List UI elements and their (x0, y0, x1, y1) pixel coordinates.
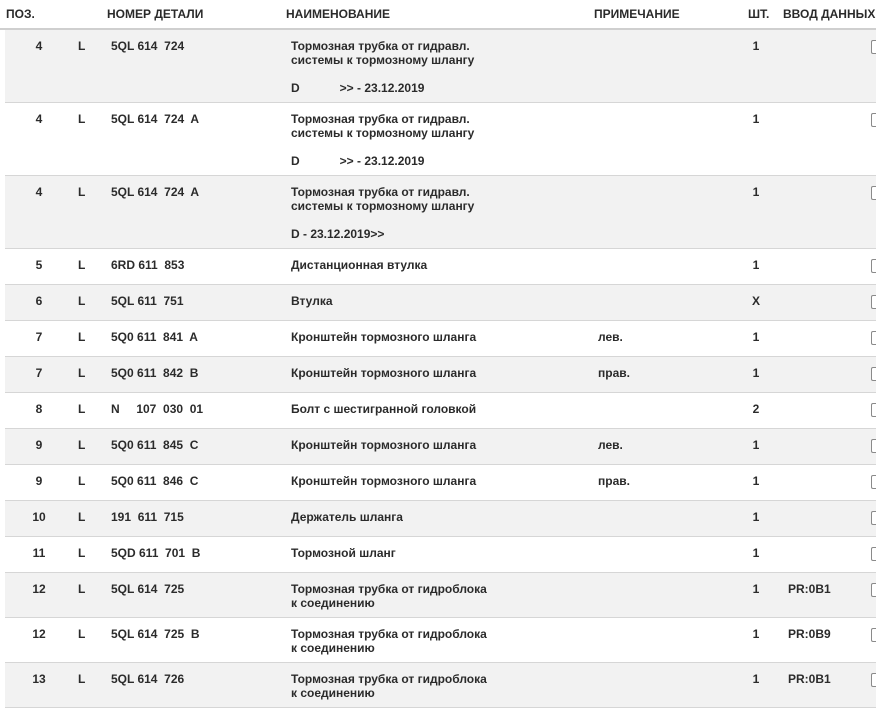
position-cell: 11 (32, 546, 46, 560)
name-line: Держатель шланга (291, 510, 403, 524)
part-number-cell: 5QL 614 724 (111, 39, 185, 53)
side-cell: L (78, 366, 86, 380)
table-row[interactable] (5, 393, 876, 429)
table-header (0, 0, 876, 30)
name-line: Тормозная трубка от гидравл. (291, 39, 470, 53)
table-row[interactable] (5, 103, 876, 176)
table-row[interactable] (5, 465, 876, 501)
quantity-cell: 1 (752, 366, 760, 380)
position-cell: 6 (35, 294, 43, 308)
part-number-cell: 5Q0 611 845 C (111, 438, 199, 452)
validity-date: D >> - 23.12.2019 (291, 154, 425, 168)
part-number-cell: 5QL 614 724 A (111, 185, 200, 199)
name-line: Втулка (291, 294, 333, 308)
name-line: Кронштейн тормозного шланга (291, 438, 477, 452)
part-number-cell: 5QL 611 751 (111, 294, 184, 308)
name-line: Кронштейн тормозного шланга (291, 474, 477, 488)
position-cell: 5 (35, 258, 43, 272)
header-qty: ШТ. (748, 7, 770, 21)
part-number-cell: 5QL 614 724 A (111, 112, 200, 126)
name-cell (291, 39, 474, 95)
name-cell (291, 294, 333, 308)
position-cell: 4 (35, 39, 43, 53)
name-cell (291, 112, 474, 168)
name-line: системы к тормозному шлангу (291, 126, 475, 140)
table-row[interactable] (5, 537, 876, 573)
quantity-cell: 1 (752, 672, 760, 686)
validity-date: D >> - 23.12.2019 (291, 81, 425, 95)
side-cell: L (78, 39, 86, 53)
quantity-cell: 1 (752, 258, 760, 272)
name-line: к соединению (291, 686, 375, 700)
quantity-cell: 1 (752, 438, 760, 452)
side-cell: L (78, 438, 86, 452)
select-checkbox[interactable] (871, 331, 876, 345)
part-number-cell: 5Q0 611 842 B (111, 366, 199, 380)
validity-date: D - 23.12.2019>> (291, 227, 385, 241)
data-entry-cell: PR:0B1 (788, 672, 831, 686)
part-number-cell: 5Q0 611 841 A (111, 330, 198, 344)
select-checkbox[interactable] (871, 113, 876, 127)
position-cell: 10 (32, 510, 46, 524)
select-checkbox[interactable] (871, 511, 876, 525)
name-line: Кронштейн тормозного шланга (291, 366, 477, 380)
note-cell: прав. (598, 366, 630, 380)
side-cell: L (78, 112, 86, 126)
table-row[interactable] (5, 618, 876, 663)
select-checkbox[interactable] (871, 628, 876, 642)
header-name: НАИМЕНОВАНИЕ (286, 7, 390, 21)
note-cell: прав. (598, 474, 630, 488)
side-cell: L (78, 294, 86, 308)
select-checkbox[interactable] (871, 583, 876, 597)
name-cell (291, 366, 476, 380)
position-cell: 9 (35, 438, 43, 452)
position-cell: 7 (35, 366, 43, 380)
name-line: Болт с шестигранной головкой (291, 402, 477, 416)
part-number-cell: 191 611 715 (111, 510, 184, 524)
header-pos: ПОЗ. (6, 7, 35, 21)
select-checkbox[interactable] (871, 259, 876, 273)
part-number-cell: 5QL 614 726 (111, 672, 185, 686)
note-cell: лев. (598, 438, 623, 452)
table-body (0, 30, 876, 708)
side-cell: L (78, 258, 86, 272)
name-cell (291, 258, 427, 272)
table-row[interactable] (5, 573, 876, 618)
name-line: Тормозная трубка от гидравл. (291, 112, 470, 126)
position-cell: 13 (32, 672, 46, 686)
name-line: к соединению (291, 596, 375, 610)
note-cell: лев. (598, 330, 623, 344)
name-cell (291, 627, 487, 655)
side-cell: L (78, 510, 86, 524)
side-cell: L (78, 627, 86, 641)
quantity-cell: X (751, 294, 760, 308)
name-cell (291, 582, 487, 610)
table-row[interactable] (5, 176, 876, 249)
quantity-cell: 1 (752, 582, 760, 596)
quantity-cell: 1 (752, 112, 760, 126)
position-cell: 4 (35, 112, 43, 126)
data-entry-cell: PR:0B1 (788, 582, 831, 596)
position-cell: 12 (32, 582, 46, 596)
quantity-cell: 1 (752, 474, 760, 488)
side-cell: L (78, 474, 86, 488)
quantity-cell: 1 (752, 546, 760, 560)
position-cell: 4 (35, 185, 43, 199)
name-cell (291, 438, 476, 452)
part-number-cell: 5Q0 611 846 C (111, 474, 199, 488)
table-row[interactable] (5, 429, 876, 465)
name-line: Тормозная трубка от гидроблока (291, 627, 487, 641)
quantity-cell: 1 (752, 39, 760, 53)
select-checkbox[interactable] (871, 367, 876, 381)
position-cell: 9 (35, 474, 43, 488)
position-cell: 12 (32, 627, 46, 641)
name-cell (291, 546, 396, 560)
table-row[interactable] (5, 285, 876, 321)
name-line: Дистанционная втулка (291, 258, 428, 272)
quantity-cell: 2 (752, 402, 760, 416)
header-note: ПРИМЕЧАНИЕ (594, 7, 680, 21)
header-part-number: НОМЕР ДЕТАЛИ (107, 7, 204, 21)
table-row[interactable] (5, 357, 876, 393)
table-row[interactable] (5, 321, 876, 357)
side-cell: L (78, 185, 86, 199)
select-checkbox[interactable] (871, 673, 876, 687)
select-checkbox[interactable] (871, 40, 876, 54)
name-cell (291, 510, 403, 524)
part-number-cell: 5QL 614 725 B (111, 627, 200, 641)
name-line: к соединению (291, 641, 375, 655)
table-row[interactable] (5, 663, 876, 708)
part-number-cell: N 107 030 01 (111, 402, 204, 416)
side-cell: L (78, 582, 86, 596)
name-cell (291, 330, 476, 344)
name-line: Тормозная трубка от гидроблока (291, 582, 487, 596)
header-data-entry: ВВОД ДАННЫХ (783, 7, 876, 21)
quantity-cell: 1 (752, 185, 760, 199)
side-cell: L (78, 402, 86, 416)
name-line: Тормозной шланг (291, 546, 396, 560)
select-checkbox[interactable] (871, 295, 876, 309)
part-number-cell: 6RD 611 853 (111, 258, 185, 272)
table-row[interactable] (5, 501, 876, 537)
side-cell: L (78, 546, 86, 560)
select-checkbox[interactable] (871, 186, 876, 200)
select-checkbox[interactable] (871, 439, 876, 453)
part-number-cell: 5QL 614 725 (111, 582, 185, 596)
position-cell: 8 (35, 402, 43, 416)
side-cell: L (78, 330, 86, 344)
side-cell: L (78, 672, 86, 686)
select-checkbox[interactable] (871, 547, 876, 561)
select-checkbox[interactable] (871, 403, 876, 417)
name-cell (291, 474, 476, 488)
table-row[interactable] (5, 249, 876, 285)
quantity-cell: 1 (752, 510, 760, 524)
name-line: системы к тормозному шлангу (291, 53, 475, 67)
name-cell (291, 672, 487, 700)
name-line: системы к тормозному шлангу (291, 199, 475, 213)
quantity-cell: 1 (752, 627, 760, 641)
table-row[interactable] (5, 30, 876, 103)
name-cell (291, 185, 474, 241)
name-cell (291, 402, 476, 416)
data-entry-cell: PR:0B9 (788, 627, 831, 641)
name-line: Тормозная трубка от гидроблока (291, 672, 487, 686)
quantity-cell: 1 (752, 330, 760, 344)
select-checkbox[interactable] (871, 475, 876, 489)
position-cell: 7 (35, 330, 43, 344)
part-number-cell: 5QD 611 701 B (111, 546, 201, 560)
name-line: Кронштейн тормозного шланга (291, 330, 477, 344)
name-line: Тормозная трубка от гидравл. (291, 185, 470, 199)
